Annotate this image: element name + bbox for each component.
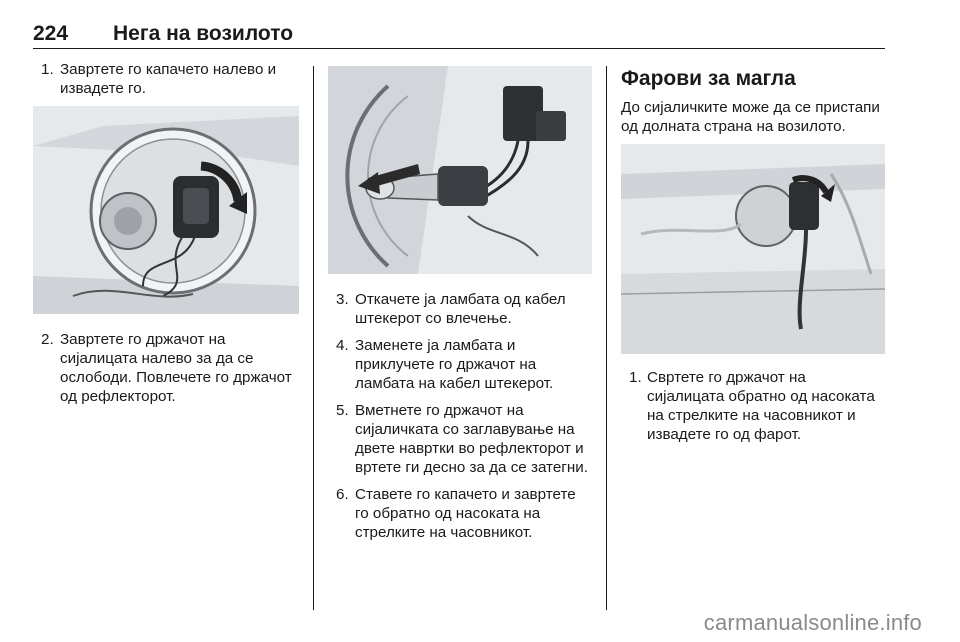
step-number: 1. (629, 369, 642, 386)
step-number: 2. (41, 331, 54, 348)
step-item (328, 401, 592, 477)
step-number: 1. (41, 61, 54, 78)
figure-fog-lamp (621, 144, 885, 354)
step-number: 4. (336, 337, 349, 354)
page-header (33, 22, 885, 49)
fog-lamp-illustration (621, 144, 885, 354)
section-title: Фарови за магла (621, 67, 796, 90)
step-number: 5. (336, 402, 349, 419)
step-item (328, 485, 592, 542)
figure-bulb-removal (328, 66, 592, 274)
column-1 (33, 60, 299, 414)
step-item (328, 336, 592, 393)
watermark: carmanualsonline.info (703, 610, 922, 635)
step-number: 6. (336, 486, 349, 503)
page-title: Нега на возилото (113, 22, 294, 45)
step-text: Ставете го капачето и завртете го обратно од насоката на стрелките на часовникот. (355, 486, 576, 541)
step-item (33, 330, 299, 406)
step-text: Заменете ја ламбата и приклучете го држачот на ламбата на кабел штекерот. (355, 337, 554, 392)
step-text: Откачете ја ламбата од кабел штекерот со влечење. (355, 291, 566, 327)
intro-paragraph: До сијаличките може да се пристапи од долната страна на возилото. (621, 99, 880, 135)
column-2 (328, 66, 592, 550)
step-item (33, 60, 299, 98)
step-text: Свртете го држачот на сијалицата обратно од насоката на стрелките на часовникот и извадете го од фарот. (647, 369, 875, 443)
headlamp-cap-illustration (33, 106, 299, 314)
bulb-removal-illustration (328, 66, 592, 274)
step-item (621, 368, 887, 444)
column-divider-2 (606, 66, 607, 610)
step-item (328, 290, 592, 328)
step-text: Вметнете го држачот на сијаличката со заглавување на двете навртки во рефлекторот и вртете ги десно за да се затегни. (355, 402, 588, 476)
page-number: 224 (33, 22, 69, 45)
column-3 (621, 66, 887, 452)
step-text: Завртете го капачето налево и извадете го. (60, 61, 277, 97)
column-divider-1 (313, 66, 314, 610)
step-text: Завртете го држачот на сијалицата налево за да се ослободи. Повлечете го држачот од рефлекторот. (60, 331, 292, 405)
step-number: 3. (336, 291, 349, 308)
figure-headlamp-cap (33, 106, 299, 314)
